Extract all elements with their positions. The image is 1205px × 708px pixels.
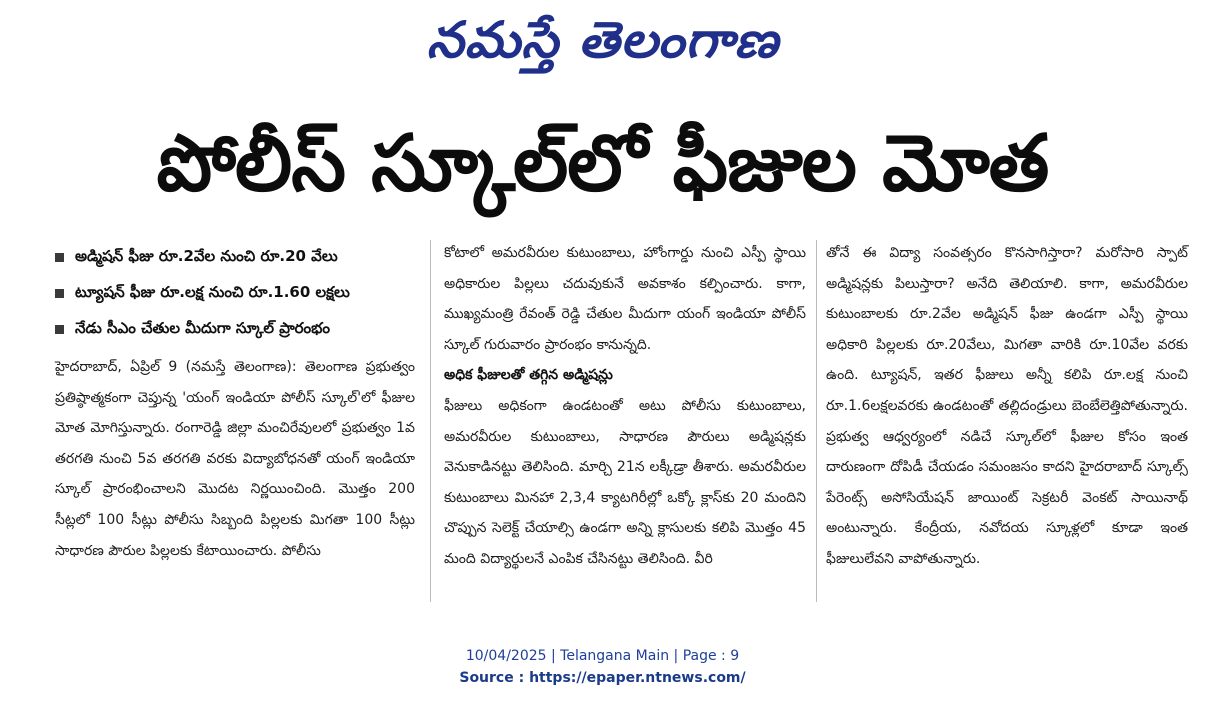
summary-bullet bbox=[55, 238, 415, 274]
column-divider bbox=[430, 240, 431, 602]
source-link[interactable]: Source : https://epaper.ntnews.com/ bbox=[459, 670, 746, 686]
summary-bullet bbox=[55, 310, 415, 346]
summary-bullet bbox=[55, 274, 415, 310]
newspaper-logo: నమస్తే తెలంగాణ bbox=[426, 11, 779, 69]
edition-info: 10/04/2025 | Telangana Main | Page : 9 bbox=[465, 648, 740, 664]
square-bullet-icon bbox=[55, 325, 64, 334]
bullet-text: అడ్మిషన్ ఫీజు రూ.2వేల నుంచి రూ.20 వేలు bbox=[75, 247, 338, 265]
bullet-text: ట్యూషన్ ఫీజు రూ.లక్ష నుంచి రూ.1.60 లక్షలు bbox=[75, 283, 350, 301]
masthead bbox=[0, 6, 1205, 74]
bullet-text: నేడు సీఎం చేతుల మీదుగా స్కూల్ ప్రారంభం bbox=[75, 319, 331, 337]
article-paragraph: హైదరాబాద్, ఏప్రిల్ 9 (నమస్తే తెలంగాణ): తెలంగాణ ప్రభుత్వం ప్రతిష్ఠాత్మకంగా చెప్తున్న 'యంగ్ ఇండియా పోలీస్ స్కూల్'లో ఫీజుల మోత మోగిస్తున్నారు. రంగారెడ్డి జిల్లా మంచిరేవులలో ప్రభుత్వం 1వ తరగతి నుంచి 5వ తరగతి వరకు విద్యాబోధనతో యంగ్ ఇండియా స్కూల్ ప్రారంభించాలని మొదట నిర్ణయించింది. మొత్తం 200 సీట్లలో 100 సీట్లు పోలీసు సిబ్బంది పిల్లలకు మిగతా 100 సీట్లు సాధారణ పౌరుల పిల్లలకు కేటాయించారు. పోలీసు bbox=[55, 359, 415, 559]
article-column-3 bbox=[826, 238, 1188, 575]
summary-bullets bbox=[55, 238, 415, 346]
square-bullet-icon bbox=[55, 289, 64, 298]
article-column-1 bbox=[55, 238, 415, 566]
article-paragraph: ఫీజులు అధికంగా ఉండటంతో అటు పోలీసు కుటుంబాలు, అమరవీరుల కుటుంబాలు, సాధారణ పౌరులు అడ్మిషన్లకు వెనుకాడినట్టు తెలిసింది. మార్చి 21న లక్కీడ్రా తీశారు. అమరవీరుల కుటుంబాలు మినహా 2,3,4 క్యాటగిరీల్లో ఒక్కో క్లాస్‌కు 20 మందిని చొప్పున సెలెక్ట్ చేయాల్సి ఉండగా అన్ని క్లాసులకు కలిపి మొత్తం 45 మంది విద్యార్థులనే ఎంపిక చేసినట్టు తెలిసింది. వీరి bbox=[444, 397, 806, 567]
article-column-2 bbox=[444, 238, 806, 575]
square-bullet-icon bbox=[55, 253, 64, 262]
article-paragraph: కోటాలో అమరవీరుల కుటుంబాలు, హోంగార్డు నుంచి ఎస్పీ స్థాయి అధికారుల పిల్లలు చదువుకునే అవకాశం కల్పించారు. కాగా, ముఖ్యమంత్రి రేవంత్ రెడ్డి చేతుల మీదుగా యంగ్ ఇండియా పోలీస్ స్కూల్ గురువారం ప్రారంభం కానున్నది. bbox=[444, 245, 806, 353]
article-paragraph: తోనే ఈ విద్యా సంవత్సరం కొనసాగిస్తారా? మరోసారి స్పాట్ అడ్మిషన్లకు పిలుస్తారా? అనేది తెలియాలి. కాగా, అమరవీరుల కుటుంబాలకు రూ.2వేల అడ్మిషన్ ఫీజు ఉండగా ఎస్పీ స్థాయి అధికారి పిల్లలకు రూ.20వేలు, మిగతా వారికి రూ.10వేల వరకు ఉంది. ట్యూషన్, ఇతర ఫీజులు అన్నీ కలిపి రూ.లక్ష నుంచి రూ.1.6లక్షలవరకు ఉండటంతో తల్లిదండ్రులు బెంబేలెత్తిపోతున్నారు. ప్రభుత్వ ఆధ్వర్యంలో నడిచే స్కూల్‌లో ఫీజుల కోసం ఇంత దారుణంగా దోపిడీ చేయడం సమంజసం కాదని హైదరాబాద్ స్కూల్స్ పేరెంట్స్ అసోసియేషన్ జాయింట్ సెక్రటరీ వెంకట్ సాయినాథ్ అంటున్నారు. కేంద్రీయ, నవోదయ స్కూళ్లలో కూడా ఇంత ఫీజులులేవని వాపోతున్నారు. bbox=[826, 245, 1188, 567]
column-divider bbox=[816, 240, 817, 602]
article-subheading: అధిక ఫీజులతో తగ్గిన అడ్మిషన్లు bbox=[444, 367, 613, 384]
headline: పోలీస్ స్కూల్‌లో ఫీజుల మోత bbox=[156, 119, 1049, 209]
